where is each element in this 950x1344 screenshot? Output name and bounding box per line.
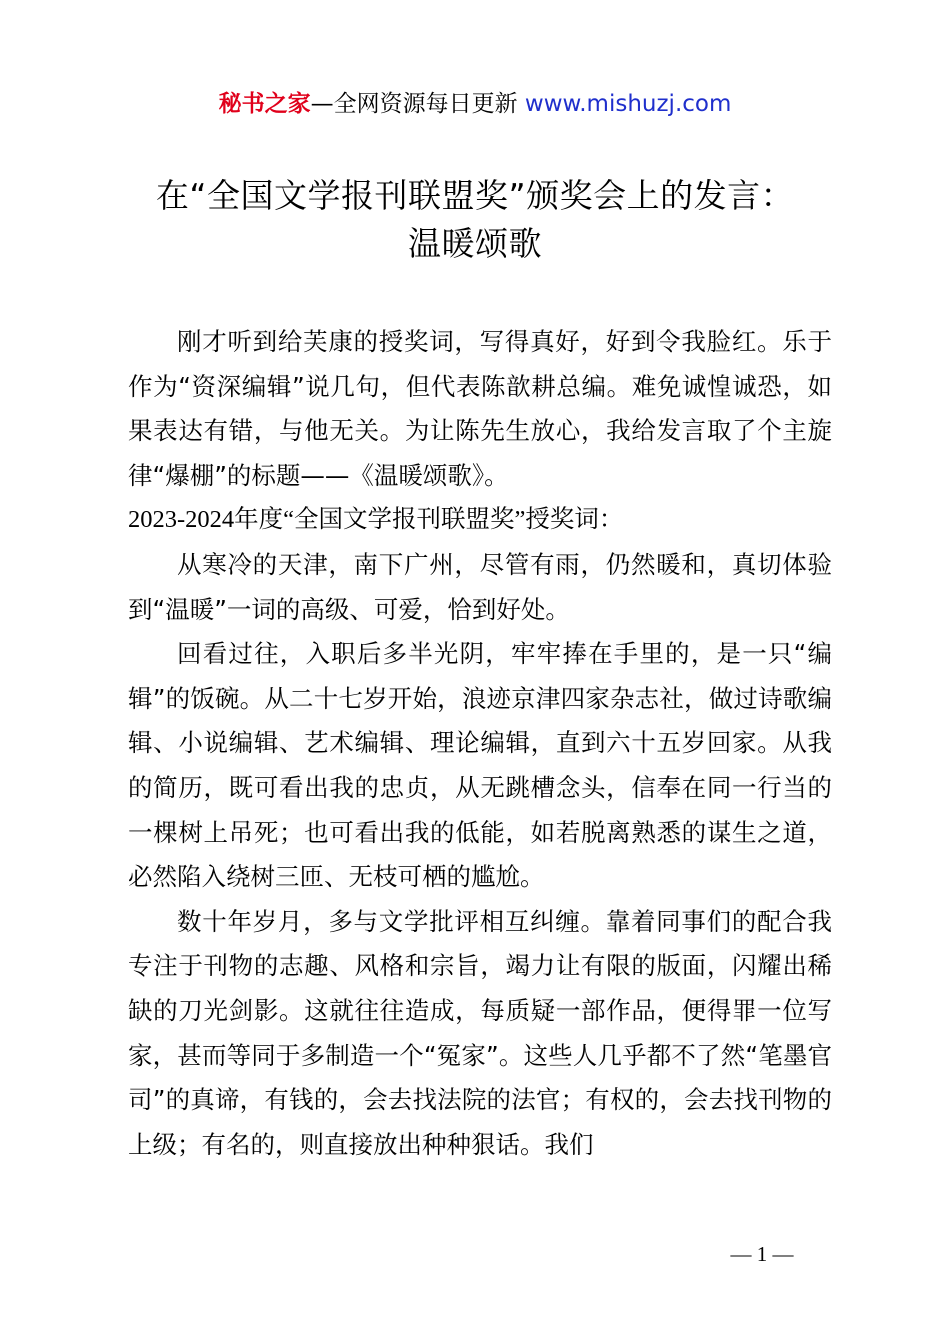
header-tagline: —全网资源每日更新 bbox=[310, 91, 518, 117]
title-line-1: 在“全国文学报刊联盟奖”颁奖会上的发言： bbox=[155, 176, 795, 215]
paragraph-career: 回看过往，入职后多半光阴，牢牢捧在手里的，是一只“编辑”的饭碗。从二十七岁开始，浪迹京津四家杂志社，做过诗歌编辑、小说编辑、艺术编辑、理论编辑，直到六十五岁回家。从我的简历，既可看出我的忠贞，从无跳槽念头，信奉在同一行当的一棵树上吊死；也可看出我的低能，如若脱离熟悉的谋生之道，必然陷入绕树三匝、无枝可栖的尴尬。 bbox=[128, 639, 832, 892]
site-header bbox=[0, 88, 950, 120]
document-body bbox=[128, 320, 832, 1167]
site-url-link[interactable]: www.mishuzj.com bbox=[524, 91, 732, 117]
paragraph-intro: 刚才听到给芙康的授奖词，写得真好，好到令我脸红。乐于作为“资深编辑”说几句，但代表陈歆耕总编。难免诚惶诚恐，如果表达有错，与他无关。为让陈先生放心，我给发言取了个主旋律“爆棚”的标题——《温暖颂歌》。 bbox=[128, 327, 832, 490]
paragraph-warmth: 从寒冷的天津，南下广州，尽管有雨，仍然暖和，真切体验到“温暖”一词的高级、可爱，恰到好处。 bbox=[128, 549, 832, 624]
brand-name: 秘书之家 bbox=[218, 91, 311, 117]
page-number: — 1 — bbox=[730, 1242, 794, 1266]
document-title bbox=[80, 172, 870, 268]
paragraph-award-heading: 2023-2024年度“全国文学报刊联盟奖”授奖词： bbox=[128, 506, 624, 534]
paragraph-criticism: 数十年岁月，多与文学批评相互纠缠。靠着同事们的配合我专注于刊物的志趣、风格和宗旨，竭力让有限的版面，闪耀出稀缺的刀光剑影。这就往往造成，每质疑一部作品，便得罪一位写家，甚而等同于多制造一个“冤家”。这些人几乎都不了然“笔墨官司”的真谛，有钱的，会去找法院的法官；有权的，会去找刊物的上级；有名的，则直接放出种种狠话。我们 bbox=[128, 906, 832, 1159]
title-line-2: 温暖颂歌 bbox=[408, 224, 542, 263]
